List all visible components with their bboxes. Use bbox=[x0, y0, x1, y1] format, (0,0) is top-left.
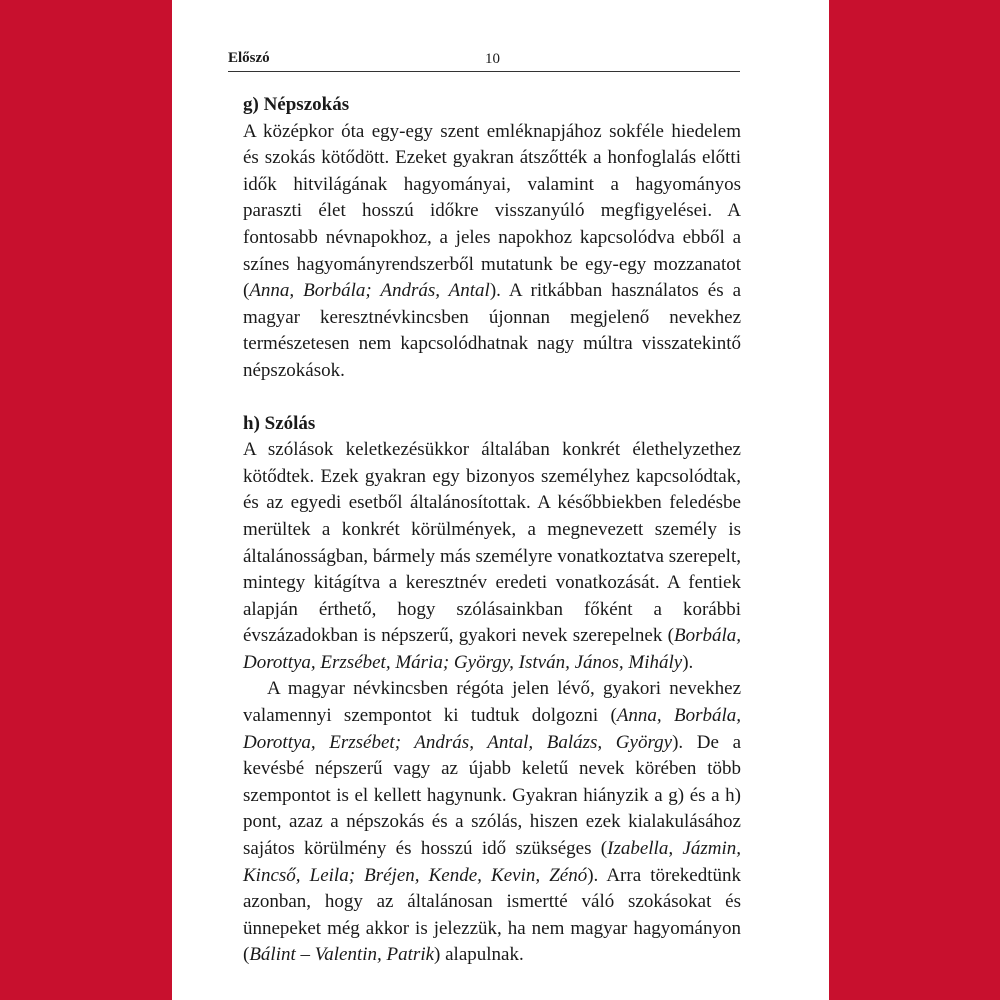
italic-names: Borbála, Dorottya, Erzsébet, Mária; György, István, János, Mihály bbox=[243, 625, 741, 673]
page-number: 10 bbox=[485, 51, 500, 67]
text-run: ) alapulnak. bbox=[434, 944, 524, 966]
text-run: ). Arra törekedtünk azonban, hogy az általánosan ismertté váló szokásokat és ünnepeket még akkor is jelezzük, ha nem magyar hagyományon ( bbox=[243, 864, 742, 966]
paragraph bbox=[243, 119, 741, 385]
italic-names: Anna, Borbála, Dorottya, Erzsébet; András, Antal, Balázs, György bbox=[243, 705, 741, 753]
text-run: A középkor óta egy-egy szent emléknapjához sokféle hiedelem és szokás kötődött. Ezeket gyakran átszőtték a honfoglalás előtti idők hitvilágának hagyományai, valamint a hagyományos paraszti élet hosszú időkre visszanyúló megfigyelései. A fontosabb névnapokhoz, a jeles napokhoz kapcsolódva ebből a színes hagyományrendszerből mutatunk be egy-egy mozzanatot ( bbox=[243, 120, 741, 302]
header-rule bbox=[228, 71, 740, 72]
section-title: h) Szólás bbox=[243, 412, 316, 434]
paragraph bbox=[243, 676, 741, 969]
section-nepszokas bbox=[243, 92, 741, 385]
text-run: ). De a kevésbé népszerű vagy az újabb keletű nevek körében több szempontot is el kellett hagynunk. Gyakran hiányzik a g) és a h) pont, azaz a népszokás és a szólás, hiszen ezek kialakulásához sajátos körülmény és hosszú idő szükséges ( bbox=[243, 731, 741, 860]
text-run: A magyar névkincsben régóta jelen lévő, gyakori nevekhez valamennyi szempontot ki tudtuk dolgozni ( bbox=[243, 678, 741, 727]
italic-names: Izabella, Jázmin, Kincső, Leila; Bréjen, Kende, Kevin, Zénó bbox=[243, 838, 741, 886]
paragraph bbox=[243, 437, 741, 676]
section-title: g) Népszokás bbox=[243, 94, 350, 115]
italic-names: Bálint – Valentin, Patrik bbox=[249, 944, 435, 966]
italic-names: Anna, Borbála; András, Antal bbox=[249, 280, 490, 302]
running-head: Előszó bbox=[228, 50, 270, 66]
body-text bbox=[243, 92, 741, 969]
text-run: ). bbox=[682, 651, 694, 673]
text-run: A szólások keletkezésükkor általában konkrét élethelyzethez kötődtek. Ezek gyakran egy bizonyos személyhez kapcsolódtak, és az egyedi esetből általánosítottak. A későbbiekben feledésbe merültek a konkrét körülmények, a megnevezett személy is általánosságban, bármely más személyre vonatkoztatva szerepelt, mintegy kitágítva a keresztnév eredeti vonatkozását. A fentiek alapján érthető, hogy szólásainkban főként a korábbi évszázadokban is népszerű, gyakori nevek szerepelnek ( bbox=[243, 439, 741, 647]
section-szolas bbox=[243, 411, 741, 969]
text-run: ). A ritkábban használatos és a magyar keresztnévkincsben újonnan megjelenő nevekhez természetesen nem kapcsolódhatnak nagy múltra visszatekintő népszokások. bbox=[243, 280, 741, 381]
